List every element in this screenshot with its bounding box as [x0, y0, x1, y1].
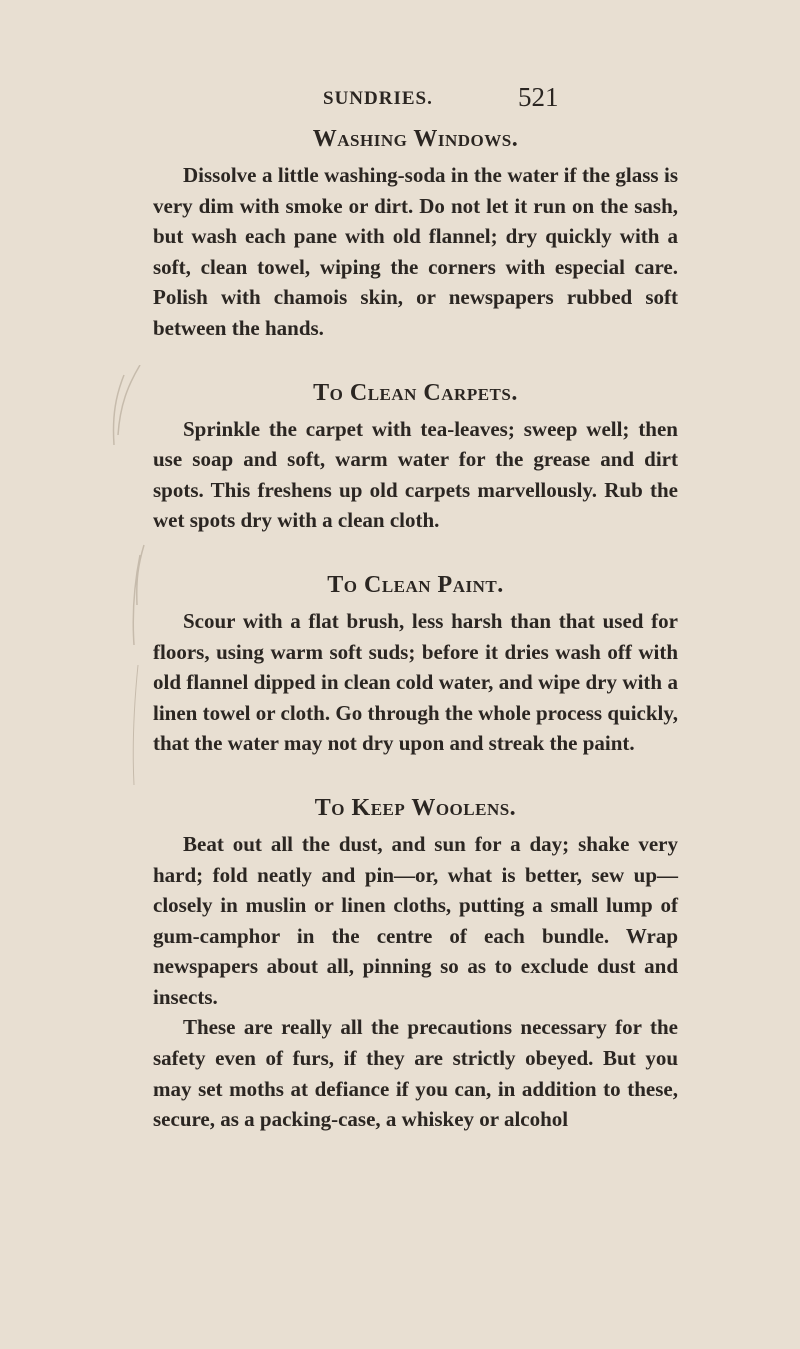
section-clean-paint [153, 568, 678, 759]
paragraph: Sprinkle the carpet with tea-leaves; sweep well; then use soap and soft, warm water for the grease and dirt spots. This freshens up old carpets marvellously. Rub the wet spots dry with a clean cloth. [153, 416, 678, 533]
section-heading: To Clean Carpets. [313, 379, 518, 406]
section-heading: To Clean Paint. [327, 571, 504, 598]
section-keep-woolens [153, 791, 678, 1135]
running-head [0, 82, 800, 116]
paragraph: Dissolve a little washing-soda in the water if the glass is very dim with smoke or dirt. Do not let it run on the sash, but wash each pane with old flannel; dry quickly with a soft, clean towel, wiping the corners with especial care. Polish with chamois skin, or newspapers rubbed soft between the hands. [153, 163, 678, 340]
page-number: 521 [518, 82, 559, 112]
paragraph: Beat out all the dust, and sun for a day; shake very hard; fold neatly and pin—or, what is better, sew up—closely in muslin or linen cloths, putting a small lump of gum-camphor in the centre of each bundle. Wrap newspapers about all, pinning so as to exclude dust and insects. [153, 831, 678, 1009]
paragraph: These are really all the precautions necessary for the safety even of furs, if they are strictly obeyed. But you may set moths at defiance if you can, in addition to these, secure, as a packing-case, a whiskey or alcohol [153, 1015, 678, 1132]
section-heading: To Keep Woolens. [314, 794, 517, 821]
page-body [153, 122, 678, 1135]
section-clean-carpets [153, 376, 678, 536]
section-washing-windows [153, 122, 678, 344]
paragraph: Scour with a flat brush, less harsh than that used for floors, using warm soft suds; before it dries wash off with old flannel dipped in clean cold water, and wipe dry with a linen towel or cloth. Go through the whole process quickly, that the water may not dry upon and streak the paint. [153, 608, 678, 756]
running-title: SUNDRIES. [323, 88, 433, 109]
margin-pencil-mark [110, 365, 150, 825]
section-heading: Washing Windows. [312, 126, 519, 152]
